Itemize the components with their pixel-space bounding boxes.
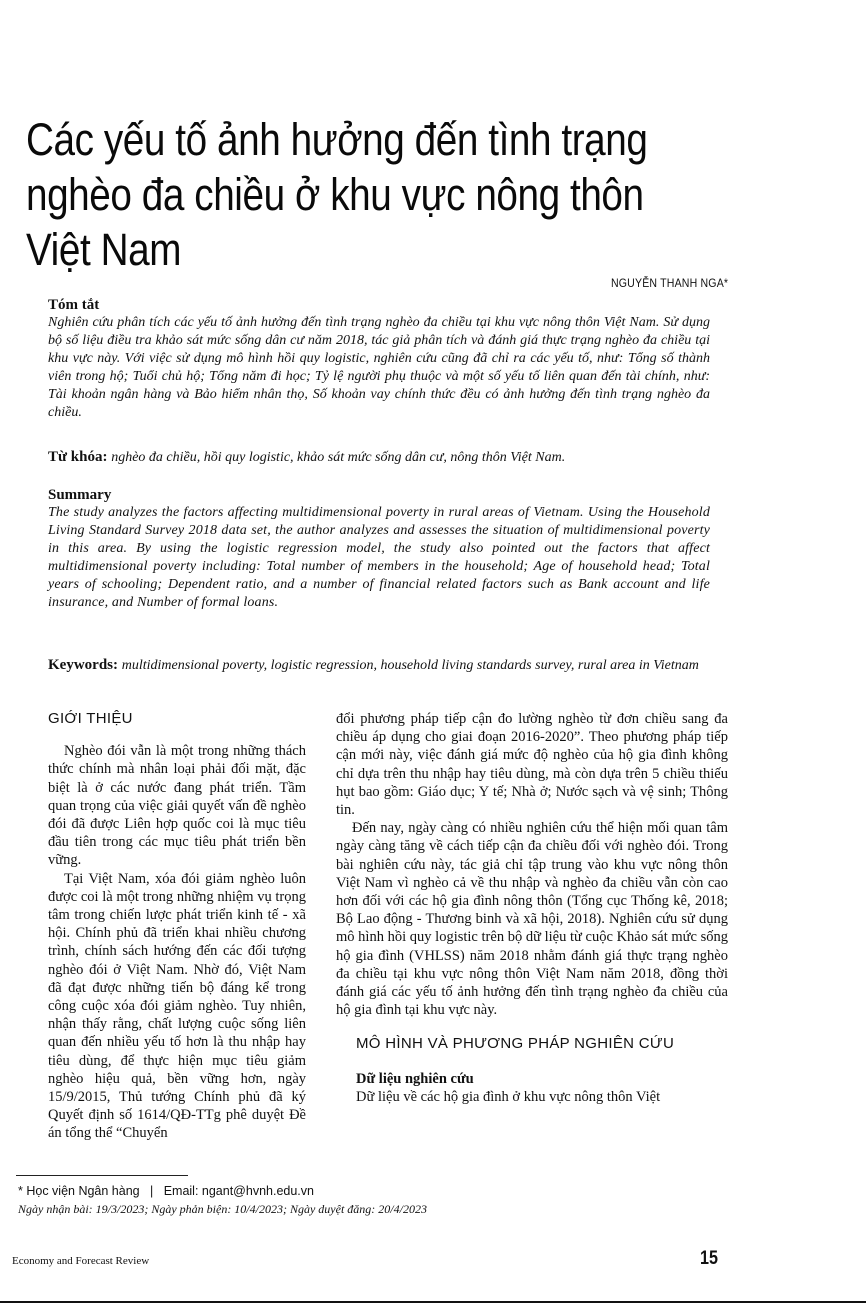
summary-heading: Summary (48, 487, 112, 503)
body-paragraph: đổi phương pháp tiếp cận đo lường nghèo từ đơn chiều sang đa chiều áp dụng cho giai đoạn 2016-2020”. Theo phương pháp tiếp cận mới này, việc đánh giá mức độ nghèo của hộ gia đình không chỉ dựa trên thu nhập hay tiêu dùng, mà còn dựa trên 5 chiều thiếu hụt bao gồm: Giáo dục; Y tế; Nhà ở; Nước sạch và vệ sinh; Thông tin. (336, 711, 728, 819)
summary-english (48, 486, 710, 612)
title-line-1: Các yếu tố ảnh hưởng đến tình trạng (26, 114, 648, 165)
page-number: 15 (700, 1248, 718, 1269)
body-paragraph: Dữ liệu về các hộ gia đình ở khu vực nông thôn Việt (356, 1088, 661, 1105)
body-column-right (336, 710, 728, 1106)
keywords-en-label: Keywords: (48, 657, 118, 673)
keywords-label: Từ khóa: (48, 449, 108, 465)
section-heading-introduction: GIỚI THIỆU (48, 710, 133, 727)
section-heading-methodology: MÔ HÌNH VÀ PHƯƠNG PHÁP NGHIÊN CỨU (356, 1035, 675, 1053)
keywords-en-text: multidimensional poverty, logistic regression, household living standards survey, rural area in Vietnam (121, 658, 699, 673)
abstract-text: Nghiên cứu phân tích các yếu tố ảnh hưởng đến tình trạng nghèo đa chiều tại khu vực nông thôn Việt Nam. Sử dụng bộ số liệu điều tra khảo sát mức sống dân cư năm 2018, tác giả phân tích và đánh giá thực trạng nghèo đa chiều tại khu vực này. Với việc sử dụng mô hình hồi quy logistic, nghiên cứu cũng đã chỉ ra các yếu tố, như: Tổng số thành viên trong hộ; Tuổi chủ hộ; Tổng năm đi học; Tỷ lệ người phụ thuộc và một số yếu tố liên quan đến tài chính, như: Tài khoản ngân hàng và Bảo hiểm nhân thọ, Số khoản vay chính thức đều có ảnh hưởng đến tình trạng nghèo đa chiều. (48, 315, 710, 420)
journal-name: Economy and Forecast Review (12, 1255, 150, 1267)
keywords-text: nghèo đa chiều, hồi quy logistic, khảo sát mức sống dân cư, nông thôn Việt Nam. (111, 450, 566, 465)
bottom-rule (0, 1301, 866, 1303)
title-line-2: nghèo đa chiều ở khu vực nông thôn (26, 169, 644, 220)
abstract-vietnamese (48, 296, 710, 422)
body-paragraph: Nghèo đói vẫn là một trong những thách thức chính mà nhân loại phải đối mặt, đặc biệt là ở các nước đang phát triển. Tầm quan trọng của việc giải quyết vấn đề nghèo đói đã được Liên hợp quốc coi là mục tiêu đầu tiên trong các mục tiêu phát triển bền vững. (48, 743, 306, 869)
footnote-divider (16, 1175, 188, 1176)
keywords-vietnamese (48, 448, 710, 467)
keywords-english (48, 656, 710, 675)
author-name: NGUYỄN THANH NGA* (610, 276, 728, 290)
body-paragraph: Tại Việt Nam, xóa đói giảm nghèo luôn được coi là một trong những nhiệm vụ trọng tâm trong chiến lược phát triển kinh tế - xã hội. Chính phủ đã triển khai nhiều chương trình, chính sách hướng đến các đối tượng nghèo đói ở Việt Nam. Nhờ đó, Việt Nam đã đạt được những tiến bộ đáng kể trong công cuộc xóa đói giảm nghèo. Tuy nhiên, nhận thấy rằng, chất lượng cuộc sống liên quan đến nhiều yếu tố hơn là thu nhập hay tiêu dùng, để thực hiện mục tiêu giảm nghèo hiệu quả, bền vững hơn, ngày 15/9/2015, Thủ tướng Chính phủ đã ký Quyết định số 1614/QĐ-TTg phê duyệt Đề án tổng thể “Chuyển (48, 870, 306, 1142)
footnote-affiliation: * Học viện Ngân hàng | Email: ngant@hvnh.edu.vn (18, 1184, 314, 1198)
article-title (26, 112, 826, 277)
body-column-left (48, 710, 306, 1143)
title-line-3: Việt Nam (26, 224, 182, 275)
footnote-dates: Ngày nhận bài: 19/3/2023; Ngày phản biện: 10/4/2023; Ngày duyệt đăng: 20/4/2023 (18, 1202, 427, 1216)
subsection-heading-data: Dữ liệu nghiên cứu (356, 1070, 474, 1087)
abstract-heading: Tóm tắt (48, 297, 100, 313)
summary-text: The study analyzes the factors affecting multidimensional poverty in rural areas of Vietnam. Using the Household Living Standard Survey 2018 data set, the author analyzes and assesses the situation of multidimensional poverty in this area. By using the logistic regression model, the study also pointed out the factors that affect multidimensional poverty including: Total number of members in the household; Age of household head; Total years of schooling; Dependent ratio, and a number of financial related factors such as Bank account and life insurance, and Number of formal loans. (48, 505, 710, 610)
body-paragraph: Đến nay, ngày càng có nhiều nghiên cứu thể hiện mối quan tâm ngày càng tăng về cách tiếp cận đa chiều đối với nghèo đói. Trong bài nghiên cứu này, tác giả chỉ tập trung vào khu vực nông thôn Việt Nam vì nghèo cả về thu nhập và nghèo đa chiều vẫn còn cao hơn đối với các hộ gia đình nông thôn (Tổng cục Thống kê, 2018; Bộ Lao động - Thương binh và xã hội, 2018). Nghiên cứu sử dụng mô hình hồi quy logistic trên bộ dữ liệu từ cuộc Khảo sát mức sống hộ gia đình (VHLSS) năm 2018 nhằm đánh giá thực trạng nghèo đa chiều tại khu vực nông thôn Việt Nam năm 2018, đồng thời đánh giá các yếu tố ảnh hưởng đến tình trạng nghèo đa chiều của hộ gia đình tại khu vực này. (336, 820, 728, 1019)
